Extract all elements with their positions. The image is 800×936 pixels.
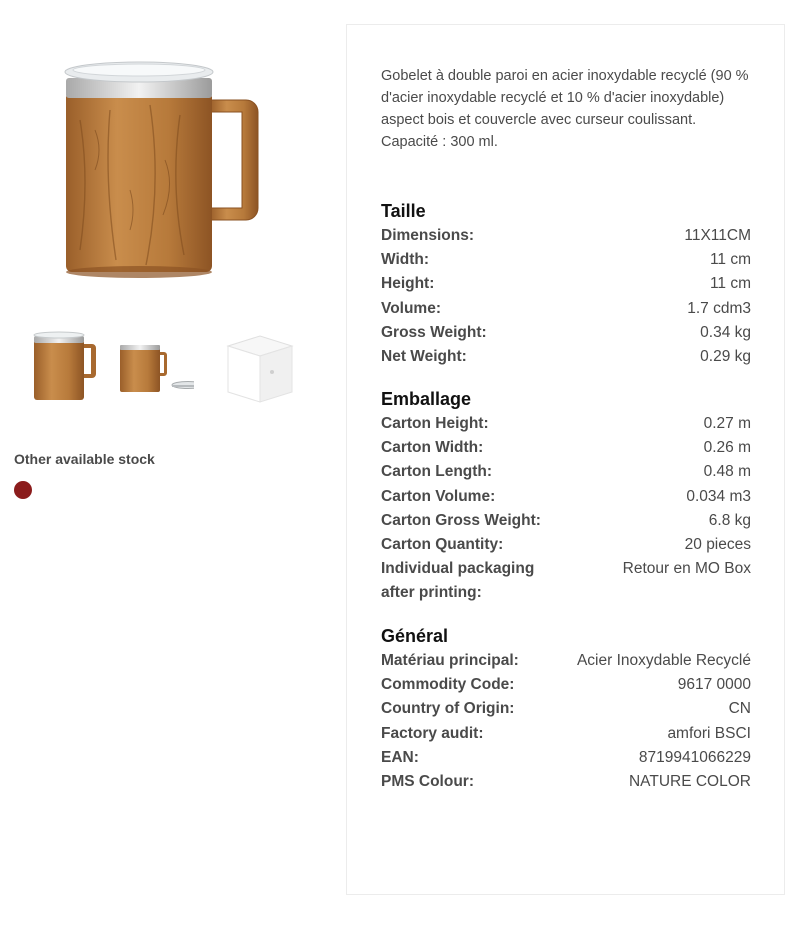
spec-row [381,533,751,557]
other-stock-title: Other available stock [14,451,155,467]
spec-row [381,345,751,369]
spec-value: 0.26 m [703,439,751,457]
spec-value: 0.48 m [703,463,751,481]
spec-label: Net Weight: [381,348,467,366]
spec-row [381,272,751,296]
spec-label: Carton Length: [381,463,493,481]
spec-row [381,248,751,272]
spec-row [381,722,751,746]
spec-value: 9617 0000 [677,676,751,694]
spec-value: 1.7 cdm3 [687,299,751,317]
spec-value: 0.29 kg [700,348,751,366]
section-general [381,624,751,794]
spec-label: Height: [381,275,435,293]
thumbnail-mug-lid[interactable] [114,326,194,406]
spec-value: amfori BSCI [667,724,751,742]
spec-row [381,460,751,484]
spec-value: 11 cm [709,251,751,269]
thumbnail-box[interactable] [220,326,300,406]
product-description: Gobelet à double paroi en acier inoxydable recyclé (90 % d'acier inoxydable recyclé et 10 % d'acier inoxydable) aspect bois et couvercle avec curseur coulissant. Capacité : 300 ml. [381,68,749,150]
spec-value: 0.34 kg [700,323,751,341]
spec-value: 11 cm [709,275,751,293]
spec-value: 11X11CM [684,227,751,244]
spec-label: Country of Origin: [381,700,515,718]
spec-row [381,770,751,794]
thumbnail-mug[interactable] [22,326,102,406]
section-title: Taille [381,201,426,221]
spec-value: 8719941066229 [638,748,751,766]
spec-row [381,649,751,673]
spec-value: CN [728,700,751,718]
spec-value: NATURE COLOR [628,773,751,791]
spec-row [381,697,751,721]
spec-label: Volume: [381,299,441,317]
spec-value: Acier Inoxydable Recyclé [576,652,751,669]
section-taille [381,199,751,369]
spec-label: Matériau principal: [381,652,519,669]
spec-label: Carton Height: [381,415,489,432]
spec-value: 6.8 kg [708,511,751,529]
spec-value: 20 pieces [684,536,751,554]
spec-label: Commodity Code: [381,676,515,694]
spec-row [381,746,751,770]
section-title: Général [381,626,449,646]
spec-label: Factory audit: [381,724,484,742]
spec-label: Gross Weight: [381,323,487,341]
spec-label: Carton Quantity: [381,536,504,554]
mug-icon[interactable] [50,40,280,290]
spec-value: 0.27 m [703,415,751,432]
color-swatch-red[interactable] [14,481,32,499]
product-details-panel [346,24,785,895]
spec-row [381,321,751,345]
spec-label: Carton Volume: [381,487,496,505]
spec-row [381,557,751,605]
section-title: Emballage [381,389,472,409]
thumbnail-strip [22,326,312,406]
spec-row [381,436,751,460]
spec-label: Dimensions: [381,227,475,244]
spec-row [381,224,751,248]
spec-row [381,485,751,509]
spec-value: Retour en MO Box [622,560,751,578]
spec-label: Width: [381,251,430,269]
spec-label: Carton Width: [381,439,484,457]
spec-value: 0.034 m3 [686,487,751,505]
spec-label: EAN: [381,748,419,766]
spec-label: Carton Gross Weight: [381,511,541,529]
spec-row [381,297,751,321]
spec-label: PMS Colour: [381,773,474,791]
product-gallery [0,0,330,936]
section-emballage [381,387,751,606]
spec-row [381,509,751,533]
spec-row [381,412,751,436]
spec-label: Individual packaging after printing: [381,560,535,602]
spec-row [381,673,751,697]
